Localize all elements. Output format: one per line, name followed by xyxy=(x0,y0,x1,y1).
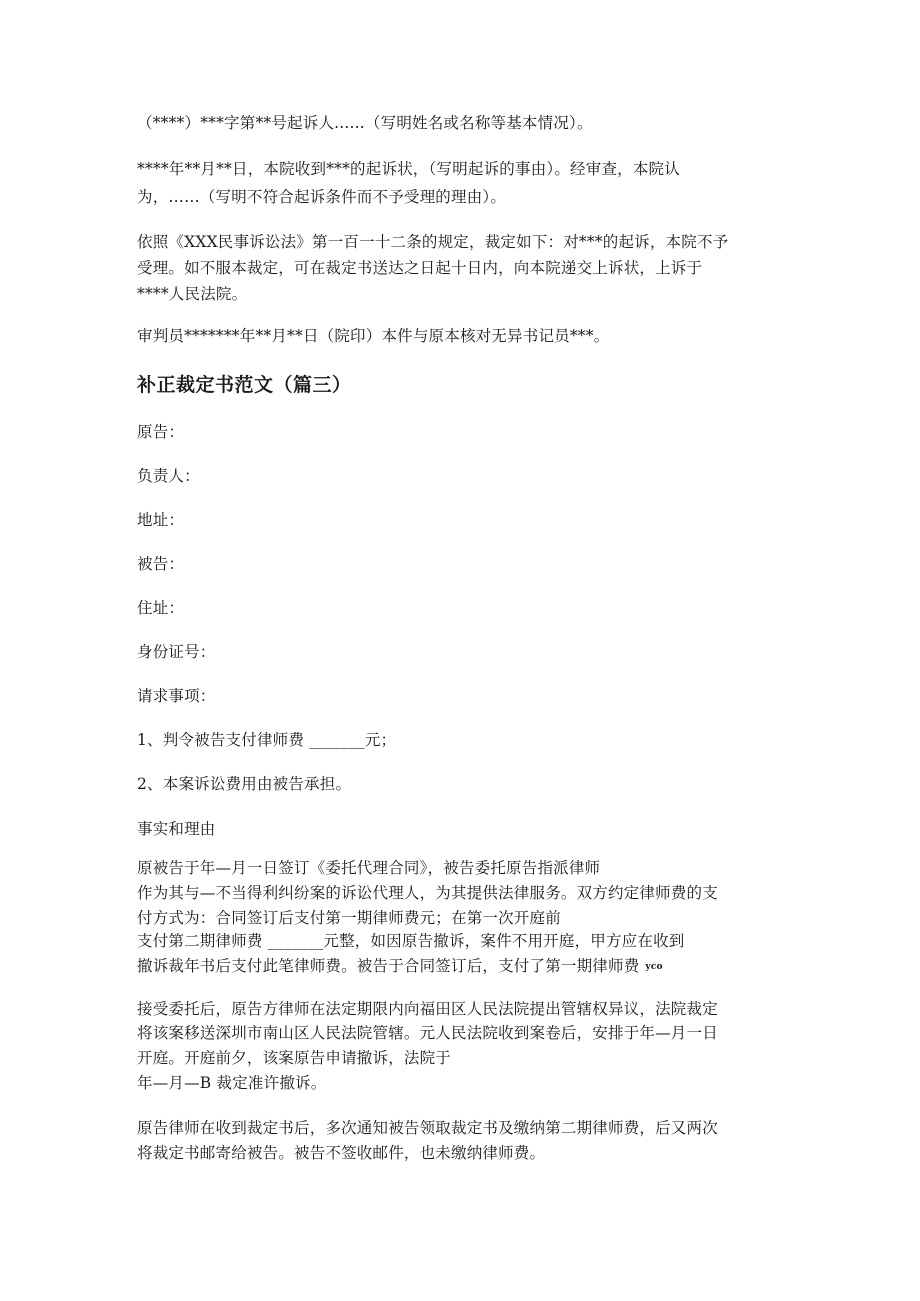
prev-paragraph-3-line-2: 受理。如不服本裁定，可在裁定书送达之日起十日内，向本院递交上诉状，上诉于 xyxy=(137,259,703,277)
facts-paragraph-2-line-1: 接受委托后，原告方律师在法定期限内向福田区人民法院提出管辖权异议，法院裁定 xyxy=(137,1000,718,1018)
facts-paragraph-1-line-5-text: 撤诉裁年书后支付此笔律师费。被告于合同签订后，支付了第一期律师费 xyxy=(137,957,640,975)
field-plaintiff: 原告： xyxy=(137,423,185,441)
facts-paragraph-3-line-1: 原告律师在收到裁定书后，多次通知被告领取裁定书及缴纳第二期律师费，后又两次 xyxy=(137,1119,718,1137)
facts-label: 事实和理由 xyxy=(137,820,216,838)
field-residence: 住址： xyxy=(137,599,185,617)
facts-paragraph-1-line-2: 作为其与—不当得利纠纷案的诉讼代理人，为其提供法律服务。双方约定律师费的支 xyxy=(137,884,718,902)
section-heading: 补正裁定书范文（篇三） xyxy=(137,374,352,396)
facts-paragraph-3-line-2: 将裁定书邮寄给被告。被告不签收邮件，也未缴纳律师费。 xyxy=(137,1144,546,1162)
claim-item-1: 1、判令被告支付律师费 _______元； xyxy=(137,731,397,749)
prev-paragraph-3-line-3: ****人民法院。 xyxy=(137,285,248,303)
field-id-number: 身份证号： xyxy=(137,643,216,661)
facts-paragraph-1-line-4: 支付第二期律师费 _______元整，如因原告撤诉，案件不用开庭，甲方应在收到 xyxy=(137,932,685,950)
prev-paragraph-4: 审判员*******年**月**日（院印）本件与原本核对无异书记员***。 xyxy=(137,327,610,345)
field-responsible-person: 负责人： xyxy=(137,467,200,485)
facts-paragraph-2-line-4: 年—月—B 裁定准许撤诉。 xyxy=(137,1074,327,1092)
facts-paragraph-1-line-3: 付方式为：合同签订后支付第一期律师费元；在第一次开庭前 xyxy=(137,909,561,927)
scan-artifact-mark: yco xyxy=(645,962,663,972)
prev-paragraph-1: （****）***字第**号起诉人......（写明姓名或名称等基本情况）。 xyxy=(137,114,593,132)
facts-paragraph-1-line-5 xyxy=(137,955,663,978)
prev-paragraph-3-line-1: 依照《XXX民事诉讼法》第一百一十二条的规定，裁定如下：对***的起诉，本院不予 xyxy=(137,233,729,251)
facts-paragraph-2-line-3: 开庭。开庭前夕，该案原告申请撤诉，法院于 xyxy=(137,1049,452,1067)
prev-paragraph-2-line-2: 为，……（写明不符合起诉条件而不予受理的理由）。 xyxy=(137,188,507,206)
claim-item-2: 2、本案诉讼费用由被告承担。 xyxy=(137,775,352,793)
claims-label: 请求事项： xyxy=(137,687,216,705)
facts-paragraph-1-line-1: 原被告于年—月一日签订《委托代理合同》，被告委托原告指派律师 xyxy=(137,859,601,877)
field-defendant: 被告： xyxy=(137,555,185,573)
prev-paragraph-2-line-1: ****年**月**日，本院收到***的起诉状，（写明起诉的事由）。经审查，本院认 xyxy=(137,160,680,178)
field-address: 地址： xyxy=(137,511,185,529)
facts-paragraph-2-line-2: 将该案移送深圳市南山区人民法院管辖。元人民法院收到案卷后，安排于年—月一日 xyxy=(137,1024,718,1042)
